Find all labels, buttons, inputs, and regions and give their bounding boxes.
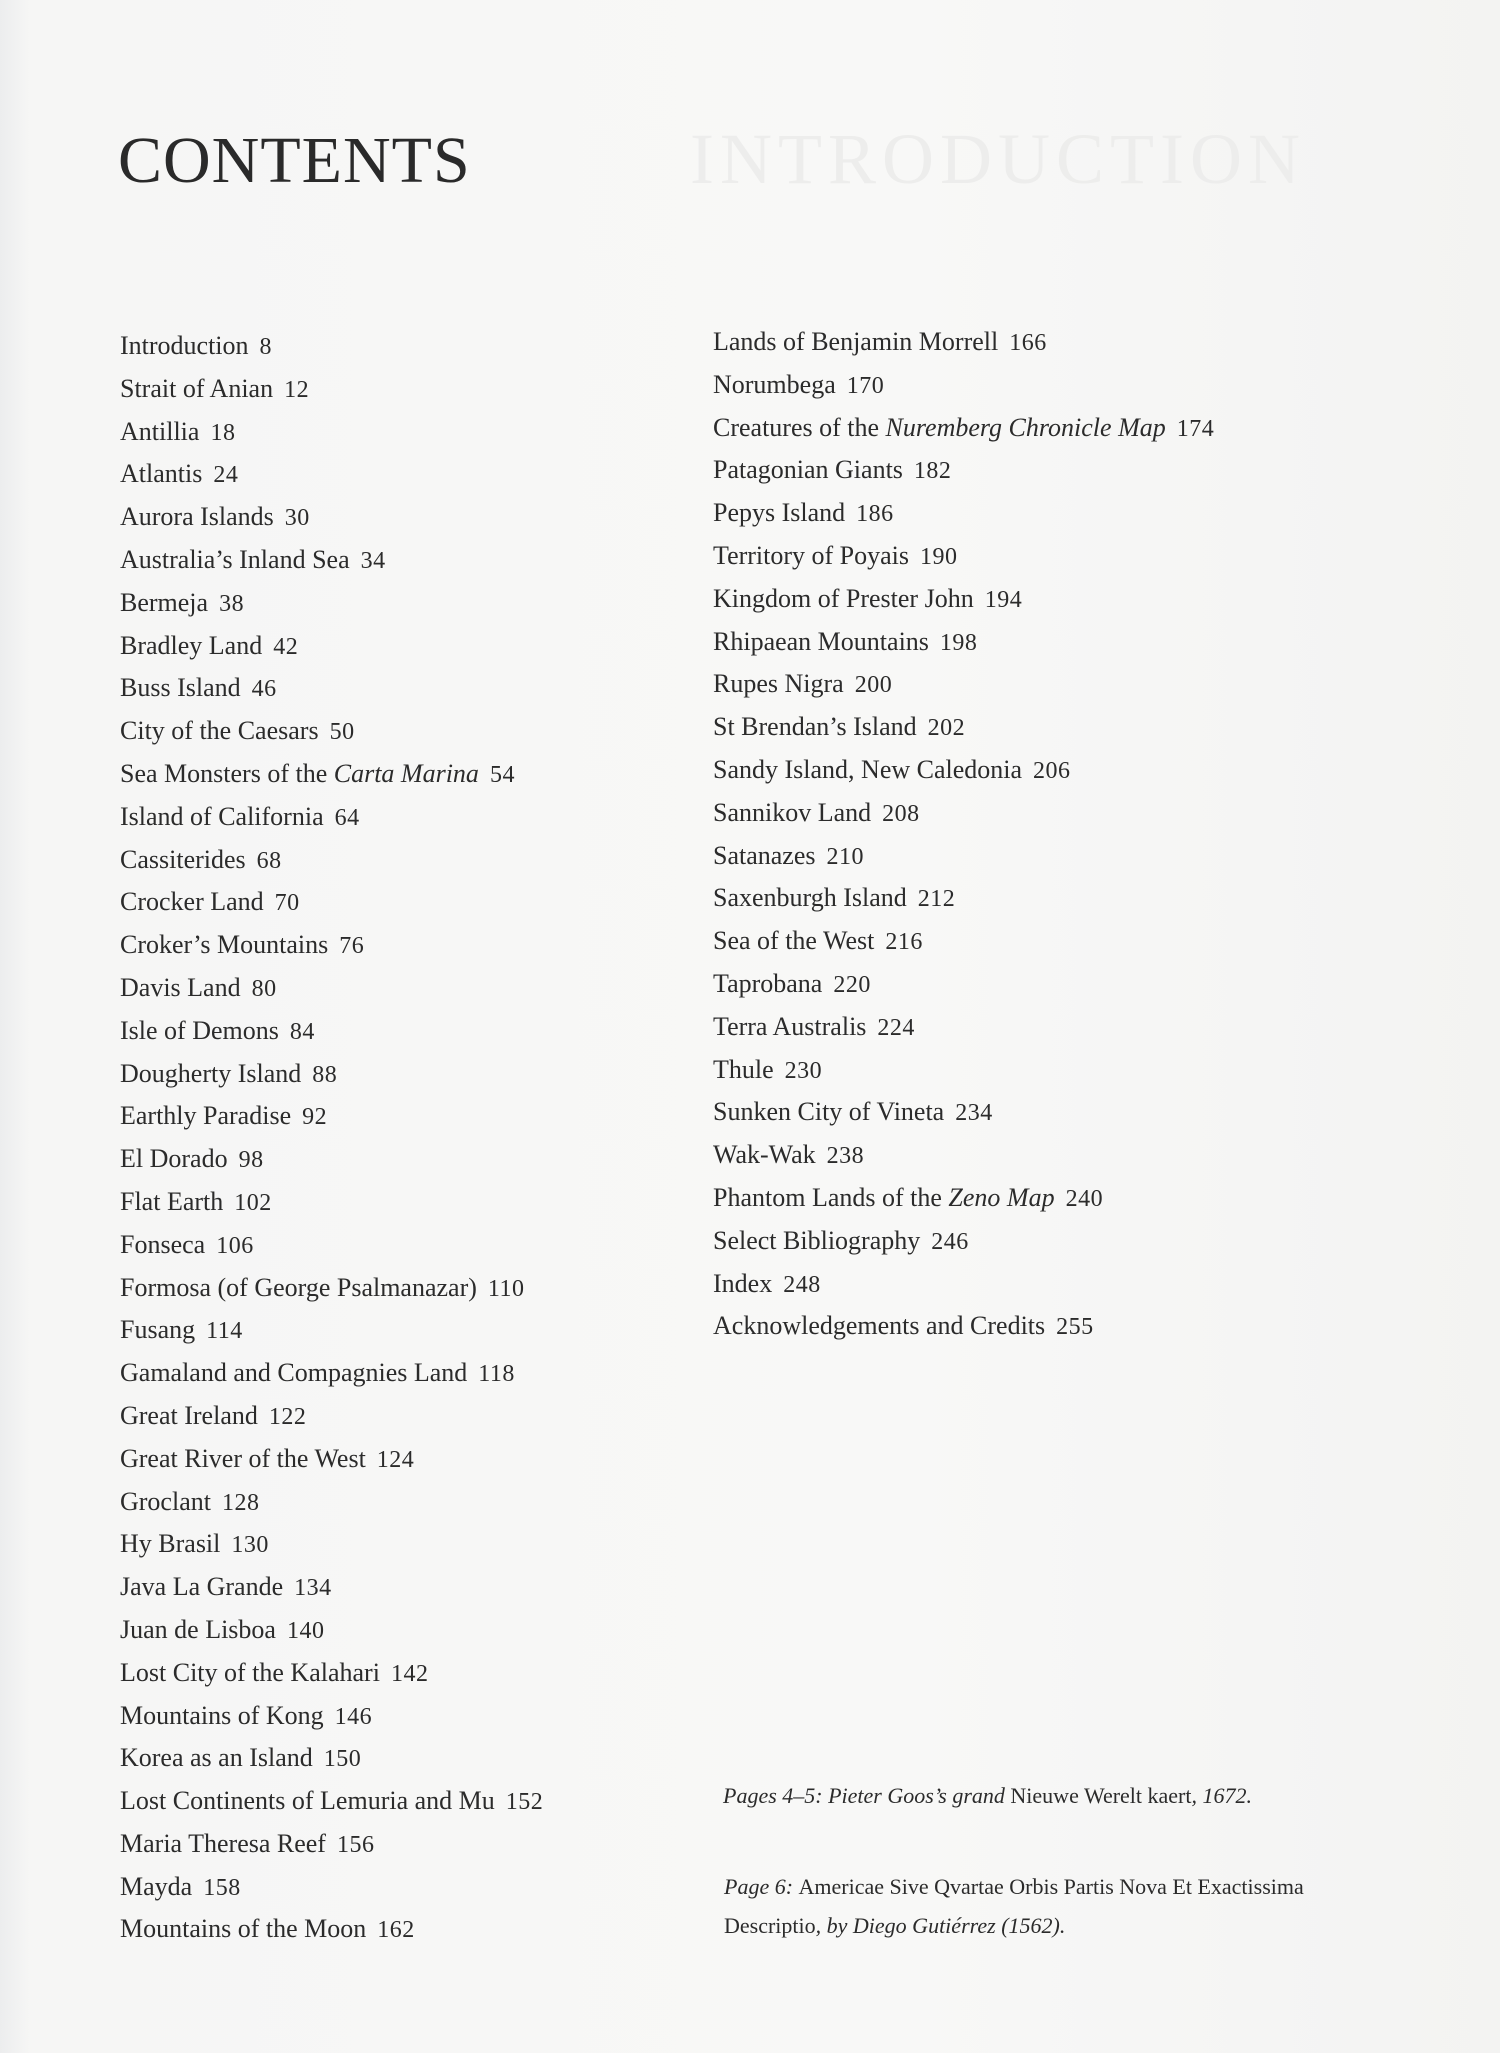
toc-entry — [120, 1309, 543, 1352]
toc-entry — [120, 368, 543, 411]
toc-entry-title: Hy Brasil — [120, 1529, 221, 1559]
toc-entry — [713, 535, 1214, 578]
toc-entry-page-number: 98 — [238, 1147, 264, 1174]
toc-entry-page-number: 150 — [323, 1746, 362, 1773]
toc-entry-title: Introduction — [120, 331, 249, 360]
toc-entry-page-number: 12 — [284, 376, 310, 403]
toc-entry-title: Atlantis — [120, 459, 203, 489]
toc-entry — [713, 877, 1214, 920]
toc-entry-title: Rhipaean Mountains — [713, 626, 929, 656]
toc-entry-title: Java La Grande — [120, 1572, 284, 1602]
toc-entry-page-number: 88 — [312, 1061, 338, 1088]
toc-entry-page-number: 170 — [846, 372, 885, 399]
toc-entry-title: Aurora Islands — [120, 502, 274, 532]
toc-entry-page-number: 134 — [294, 1575, 332, 1602]
toc-entry — [120, 1053, 543, 1096]
toc-entry-title: Antillia — [120, 416, 200, 446]
toc-entry — [120, 1095, 543, 1138]
toc-entry-title: Fusang — [120, 1315, 196, 1345]
toc-entry-page-number: 158 — [203, 1874, 241, 1901]
toc-entry-page-number: 174 — [1176, 415, 1215, 442]
toc-entry-title: Isle of Demons — [120, 1015, 279, 1045]
caption-pages-4-5 — [723, 1776, 1323, 1815]
toc-entry — [120, 1138, 543, 1181]
toc-entry-page-number: 238 — [826, 1143, 865, 1170]
toc-entry-title: Mountains of the Moon — [120, 1914, 367, 1944]
toc-entry-title: Formosa (of George Psalmanazar) — [120, 1272, 477, 1302]
toc-entry — [120, 667, 543, 710]
toc-entry-title: Korea as an Island — [120, 1743, 313, 1773]
toc-entry-title: Terra Australis — [713, 1011, 867, 1041]
toc-entry-page-number: 18 — [210, 419, 236, 446]
toc-entry — [713, 1305, 1214, 1348]
toc-entry-title: Pepys Island — [713, 498, 846, 528]
toc-entry-page-number: 224 — [877, 1014, 915, 1041]
toc-entry — [120, 582, 543, 625]
toc-entry — [120, 1267, 543, 1310]
toc-entry-page-number: 186 — [856, 501, 894, 528]
toc-entry — [713, 1220, 1214, 1263]
toc-entry — [713, 1091, 1214, 1134]
toc-entry-page-number: 102 — [234, 1189, 272, 1216]
caption-text: Page 6: — [724, 1874, 799, 1899]
toc-entry-page-number: 234 — [955, 1100, 993, 1127]
toc-entry-title: Australia’s Inland Sea — [120, 544, 350, 574]
toc-entry-page-number: 118 — [478, 1361, 515, 1388]
toc-entry — [120, 1010, 543, 1053]
toc-entry-page-number: 248 — [783, 1271, 821, 1298]
toc-entry — [120, 924, 543, 967]
toc-entry — [120, 881, 543, 924]
toc-entry-page-number: 202 — [927, 715, 966, 742]
toc-entry — [713, 407, 1214, 450]
toc-entry-title: Bradley Land — [120, 630, 263, 660]
toc-entry — [120, 1523, 543, 1566]
toc-entry — [120, 753, 543, 796]
toc-entry-page-number: 110 — [487, 1275, 525, 1302]
toc-entry — [120, 1866, 543, 1909]
toc-entry-page-number: 106 — [216, 1232, 254, 1259]
contents-list-right — [713, 321, 1214, 1348]
toc-entry-title: Sea Monsters of the — [120, 758, 334, 788]
toc-entry-title: Great River of the West — [120, 1443, 366, 1473]
toc-entry — [120, 625, 543, 668]
toc-entry — [713, 663, 1214, 706]
toc-entry — [120, 1352, 543, 1395]
toc-entry-title: Juan de Lisboa — [120, 1614, 276, 1644]
toc-entry — [120, 325, 543, 368]
toc-entry-page-number: 206 — [1033, 757, 1071, 784]
toc-entry-page-number: 124 — [376, 1446, 415, 1473]
caption-text: , 1672. — [1191, 1783, 1252, 1808]
show-through-heading: INTRODUCTION — [690, 119, 1306, 199]
toc-entry — [120, 1566, 543, 1609]
toc-entry-title: Buss Island — [120, 673, 241, 703]
toc-entry-title: St Brendan’s Island — [713, 712, 917, 742]
toc-entry-title: Index — [713, 1268, 773, 1298]
toc-entry-title: Dougherty Island — [120, 1058, 302, 1088]
toc-entry-title: Maria Theresa Reef — [120, 1828, 326, 1858]
toc-entry — [120, 1652, 543, 1695]
toc-entry — [713, 449, 1214, 492]
toc-entry-page-number: 156 — [336, 1831, 375, 1858]
toc-entry — [120, 1695, 543, 1738]
toc-entry-title-italic: Zeno Map — [948, 1182, 1055, 1212]
toc-entry-title: Davis Land — [120, 972, 241, 1002]
toc-entry-page-number: 50 — [329, 719, 355, 746]
toc-entry-page-number: 240 — [1065, 1185, 1104, 1212]
toc-entry — [713, 321, 1214, 364]
toc-entry-page-number: 34 — [360, 547, 386, 574]
toc-entry-page-number: 114 — [206, 1318, 243, 1345]
toc-entry-title: Lost Continents of Lemuria and Mu — [120, 1786, 495, 1816]
toc-entry-page-number: 166 — [1009, 330, 1047, 356]
toc-entry-page-number: 194 — [984, 586, 1023, 613]
toc-entry — [713, 1006, 1214, 1049]
toc-entry-page-number: 230 — [784, 1057, 823, 1084]
toc-entry-title: Fonseca — [120, 1229, 206, 1259]
toc-entry-page-number: 255 — [1056, 1314, 1094, 1341]
toc-entry-title: Sea of the West — [713, 926, 875, 956]
toc-entry — [713, 1177, 1214, 1220]
toc-entry-title: Patagonian Giants — [713, 455, 903, 485]
toc-entry-title: Creatures of the — [713, 412, 886, 442]
caption-text: Americae Sive Qvartae Orbis Partis Nova Et Exactissima Descriptio — [724, 1874, 1304, 1938]
caption-text: Pages 4–5: Pieter Goos’s grand — [723, 1783, 1011, 1808]
toc-entry-title: Acknowledgements and Credits — [713, 1311, 1046, 1341]
toc-entry — [713, 963, 1214, 1006]
toc-entry — [713, 621, 1214, 664]
toc-entry-page-number: 182 — [913, 458, 952, 485]
toc-entry — [120, 1438, 543, 1481]
toc-entry-title: Earthly Paradise — [120, 1101, 292, 1131]
toc-entry — [120, 1481, 543, 1524]
caption-page-6 — [724, 1867, 1324, 1945]
toc-entry — [713, 578, 1214, 621]
toc-entry — [120, 453, 543, 496]
toc-entry — [120, 839, 543, 882]
toc-entry-page-number: 38 — [219, 590, 245, 617]
toc-entry-page-number: 162 — [377, 1917, 415, 1944]
toc-entry-page-number: 42 — [273, 633, 299, 660]
toc-entry — [713, 792, 1214, 835]
toc-entry-title: Gamaland and Compagnies Land — [120, 1358, 468, 1388]
toc-entry-title: Groclant — [120, 1486, 211, 1516]
toc-entry — [120, 710, 543, 753]
toc-entry — [120, 1224, 543, 1267]
toc-entry — [713, 1134, 1214, 1177]
toc-entry-title: Saxenburgh Island — [713, 883, 907, 913]
toc-entry-page-number: 216 — [885, 929, 923, 956]
toc-entry — [120, 1823, 543, 1866]
toc-entry-page-number: 30 — [284, 505, 310, 532]
toc-entry-page-number: 76 — [339, 933, 365, 960]
toc-entry-page-number: 24 — [213, 462, 239, 489]
toc-entry-page-number: 140 — [286, 1617, 325, 1644]
toc-entry-title: Strait of Anian — [120, 373, 274, 403]
toc-entry-page-number: 84 — [289, 1018, 315, 1045]
toc-entry-title: Island of California — [120, 801, 324, 831]
toc-entry-page-number: 142 — [390, 1660, 429, 1687]
toc-entry-title-italic: Nuremberg Chronicle Map — [885, 412, 1166, 442]
toc-entry-title: Satanazes — [713, 840, 816, 870]
toc-entry — [120, 1780, 543, 1823]
toc-entry-page-number: 128 — [221, 1489, 260, 1516]
toc-entry-page-number: 212 — [917, 886, 956, 913]
toc-entry-title: Sunken City of Vineta — [713, 1097, 945, 1127]
toc-entry-title: Taprobana — [713, 968, 823, 998]
toc-entry-title: Bermeja — [120, 587, 209, 617]
toc-entry-title: Norumbega — [713, 369, 836, 399]
toc-entry-page-number: 190 — [920, 543, 958, 570]
toc-entry-page-number: 54 — [489, 761, 515, 788]
toc-entry — [120, 496, 543, 539]
toc-entry — [120, 1609, 543, 1652]
toc-entry-page-number: 246 — [931, 1228, 969, 1255]
toc-entry-title: Lands of Benjamin Morrell — [713, 327, 999, 356]
toc-entry-page-number: 208 — [882, 800, 920, 827]
toc-entry-title: Mountains of Kong — [120, 1700, 324, 1730]
toc-entry-title: Lost City of the Kalahari — [120, 1657, 380, 1687]
toc-entry-title: Thule — [713, 1054, 774, 1084]
toc-entry — [713, 492, 1214, 535]
toc-entry — [713, 749, 1214, 792]
toc-entry-page-number: 80 — [251, 975, 277, 1002]
toc-entry-title: Great Ireland — [120, 1400, 258, 1430]
toc-entry — [713, 706, 1214, 749]
page-title: CONTENTS — [118, 124, 471, 197]
toc-entry-title: Cassiterides — [120, 844, 246, 874]
toc-entry-page-number: 92 — [302, 1104, 328, 1131]
toc-entry-page-number: 8 — [259, 334, 273, 360]
toc-entry — [120, 539, 543, 582]
toc-entry-page-number: 146 — [334, 1703, 373, 1730]
toc-entry — [713, 364, 1214, 407]
toc-entry — [120, 1908, 543, 1951]
toc-entry — [120, 1395, 543, 1438]
toc-entry-title: El Dorado — [120, 1144, 228, 1174]
toc-entry-page-number: 198 — [939, 629, 978, 656]
toc-entry-title: Rupes Nigra — [713, 669, 844, 699]
toc-entry — [713, 1263, 1214, 1306]
toc-entry — [120, 411, 543, 454]
toc-entry-title: Select Bibliography — [713, 1225, 921, 1255]
toc-entry-title: City of the Caesars — [120, 716, 319, 746]
toc-entry-title: Mayda — [120, 1871, 193, 1901]
toc-entry — [713, 1049, 1214, 1092]
toc-entry-page-number: 122 — [268, 1403, 307, 1430]
toc-entry-page-number: 200 — [854, 672, 893, 699]
toc-entry-page-number: 210 — [826, 843, 865, 870]
caption-text: Nieuwe Werelt kaert — [1010, 1783, 1192, 1808]
toc-entry-title: Sannikov Land — [713, 797, 872, 827]
toc-entry — [713, 920, 1214, 963]
toc-entry-title: Kingdom of Prester John — [713, 583, 974, 613]
toc-entry-page-number: 46 — [251, 676, 277, 703]
toc-entry-page-number: 68 — [256, 847, 282, 874]
toc-entry — [120, 1737, 543, 1780]
toc-entry-title: Croker’s Mountains — [120, 930, 329, 960]
toc-entry-title: Flat Earth — [120, 1186, 224, 1216]
toc-entry-page-number: 64 — [334, 804, 360, 831]
toc-entry-title: Phantom Lands of the — [713, 1182, 949, 1212]
toc-entry-title: Sandy Island, New Caledonia — [713, 754, 1023, 784]
toc-entry-page-number: 152 — [505, 1789, 544, 1816]
toc-entry — [120, 1181, 543, 1224]
toc-entry — [120, 796, 543, 839]
toc-entry-title: Wak-Wak — [713, 1140, 816, 1170]
toc-entry-page-number: 70 — [274, 890, 300, 917]
toc-entry-title-italic: Carta Marina — [333, 758, 479, 788]
contents-list-left — [120, 325, 543, 1951]
toc-entry-page-number: 220 — [833, 971, 871, 998]
toc-entry-page-number: 130 — [231, 1532, 269, 1559]
toc-entry — [120, 967, 543, 1010]
toc-entry-title: Territory of Poyais — [713, 540, 910, 570]
toc-entry-title: Crocker Land — [120, 887, 264, 917]
toc-entry — [713, 835, 1214, 878]
caption-text: , by Diego Gutiérrez (1562). — [815, 1913, 1066, 1938]
